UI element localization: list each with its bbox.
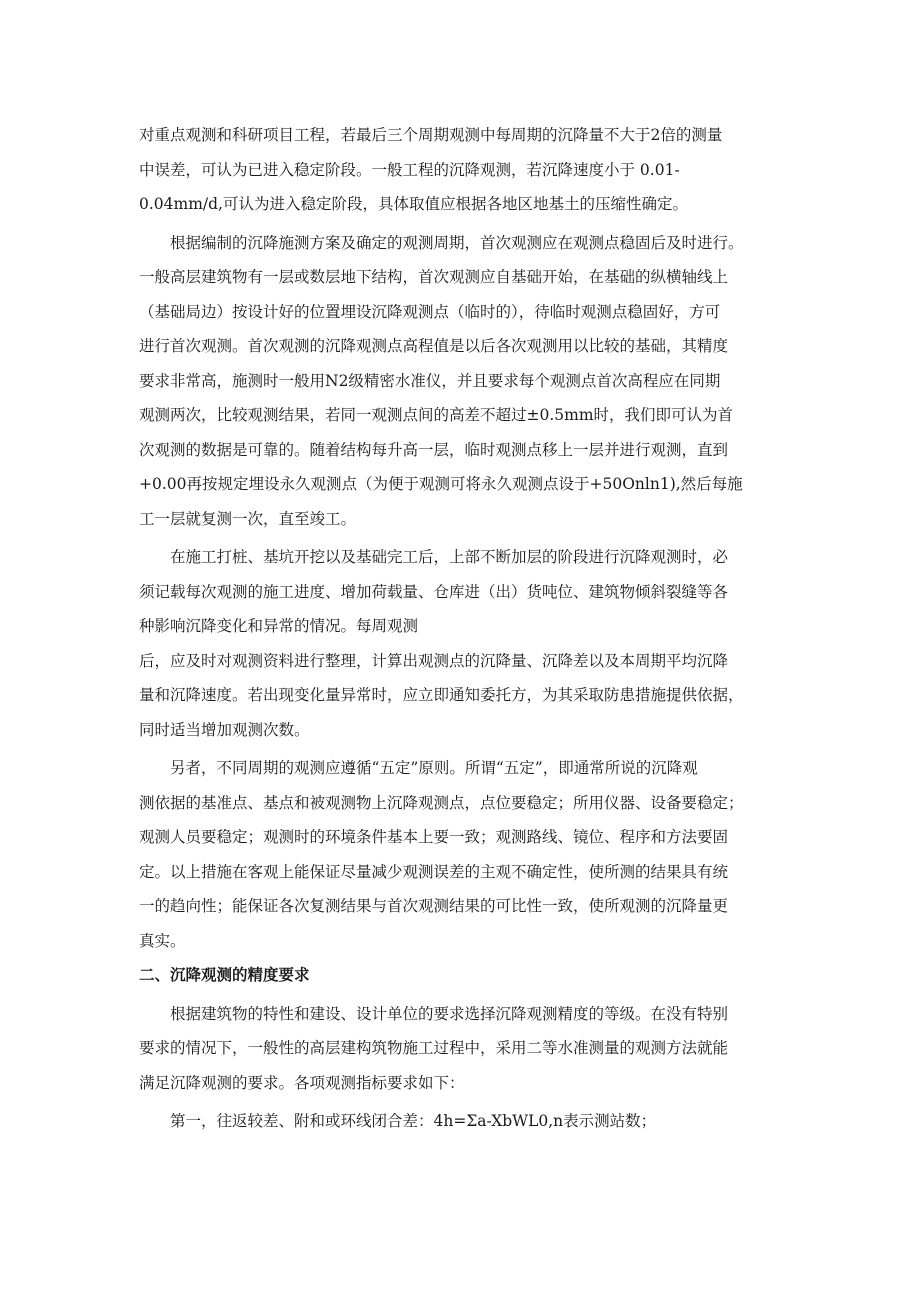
paragraph-precision-level (139, 997, 789, 1101)
text-line: 同时适当增加观测次数。 (139, 720, 310, 739)
paragraph-closure-error (139, 1104, 789, 1139)
text-line: 中误差，可认为已进入稳定阶段。一般工程的沉降观测，若沉降速度小于 0.01- (139, 160, 680, 179)
paragraph-construction-records (139, 540, 789, 644)
text-line: 第一，往返较差、附和或环线闭合差：4h=Σa-XbWL0,n表示测站数； (170, 1112, 657, 1130)
text-line: 一般高层建筑物有一层或数层地下结构，首次观测应自基础开始，在基础的纵横轴线上 (139, 268, 729, 286)
text-line: 根据建筑物的特性和建设、设计单位的要求选择沉降观测精度的等级。在没有特别 (170, 1004, 729, 1023)
text-line: 观测两次，比较观测结果，若同一观测点间的高差不超过±0.5mm时，我们即可认为首 (139, 406, 734, 424)
text-line: 要求的情况下，一般性的高层建构筑物施工过程中，采用二等水准测量的观测方法就能 (139, 1039, 729, 1057)
text-line: +0.00再按规定埋设永久观测点（为便于观测可将永久观测点设于+50Onln1),然后每施 (139, 475, 743, 493)
section-heading: 二、沉降观测的精度要求 (139, 966, 310, 984)
text-line: 在施工打桩、基坑开挖以及基础完工后，上部不断加层的阶段进行沉降观测时，必 (170, 548, 729, 566)
text-line: 量和沉降速度。若出现变化量异常时，应立即通知委托方，为其采取防患措施提供依据， (139, 686, 744, 704)
text-line: 后，应及时对观测资料进行整理，计算出观测点的沉降量、沉降差以及本周期平均沉降 (139, 651, 729, 670)
text-line: 满足沉降观测的要求。各项观测指标要求如下： (139, 1073, 465, 1092)
paragraph-five-fixed-principle (139, 751, 789, 958)
text-line: 对重点观测和科研项目工程，若最后三个周期观测中每周期的沉降量不大于2倍的测量 (139, 126, 723, 144)
text-line: 工一层就复测一次，直至竣工。 (139, 509, 357, 528)
text-line: 须记载每次观测的施工进度、增加荷载量、仓库进（出）货吨位、建筑物倾斜裂缝等各 (139, 582, 729, 601)
paragraph-data-processing (139, 644, 789, 748)
text-line: 种影响沉降变化和异常的情况。每周观测 (139, 617, 419, 635)
text-line: 要求非常高，施测时一般用N2级精密水准仪，并且要求每个观测点首次高程应在同期 (139, 371, 721, 390)
text-line: 0.04mm/d,可认为进入稳定阶段，具体取值应根据各地区地基土的压缩性确定。 (139, 195, 688, 213)
text-line: 观测人员要稳定；观测时的环境条件基本上要一致；观测路线、镜位、程序和方法要固 (139, 828, 729, 846)
text-line: 测依据的基准点、基点和被观测物上沉降观测点，点位要稳定；所用仪器、设备要稳定； (139, 793, 744, 812)
text-line: 另者，不同周期的观测应遵循“五定”原则。所谓“五定”，即通常所说的沉降观 (170, 759, 698, 777)
paragraph-first-observation (139, 226, 789, 537)
text-line: 进行首次观测。首次观测的沉降观测点高程值是以后各次观测用以比较的基础，其精度 (139, 337, 729, 355)
text-line: 定。以上措施在客观上能保证尽量减少观测误差的主观不确定性，使所测的结果具有统 (139, 862, 729, 881)
text-line: 一的趋向性；能保证各次复测结果与首次观测结果的可比性一致，使所观测的沉降量更 (139, 897, 729, 915)
text-line: 真实。 (139, 931, 186, 950)
text-line: 次观测的数据是可靠的。随着结构每升高一层，临时观测点移上一层并进行观测，直到 (139, 440, 729, 459)
text-line: 根据编制的沉降施测方案及确定的观测周期，首次观测应在观测点稳固后及时进行。 (170, 233, 744, 252)
document-page (139, 118, 789, 1139)
text-line: （基础局边）按设计好的位置埋设沉降观测点（临时的），待临时观测点稳固好，方可 (139, 302, 721, 321)
paragraph-stability (139, 118, 789, 222)
